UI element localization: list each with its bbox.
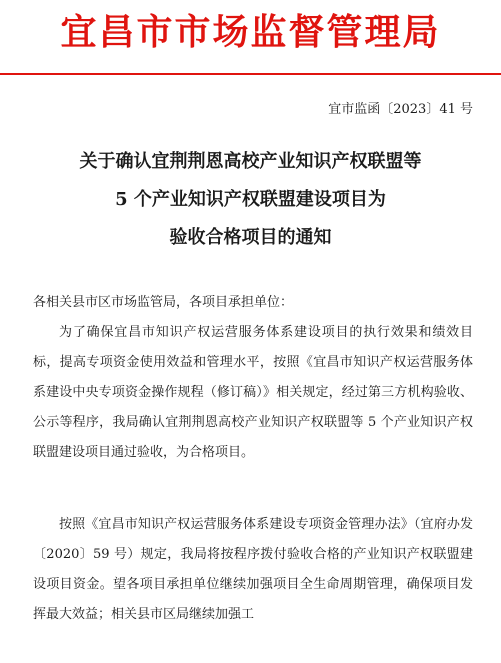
agency-masthead: 宜昌市市场监督管理局 — [60, 12, 441, 53]
salutation: 各相关县市区市场监管局，各项目承担单位： — [33, 295, 294, 310]
notice-title-line-1: 关于确认宜荆荆恩高校产业知识产权联盟等 — [79, 151, 422, 172]
notice-title-line-3: 验收合格项目的通知 — [169, 227, 332, 248]
body-paragraph-1: 为了确保宜昌市知识产权运营服务体系建设项目的执行效果和绩效目标，提高专项资金使用效益和管理水平，按照《宜昌市知识产权运营服务体系建设中央专项资金操作规程（修订稿）》相关规定，经过第三方机构验收、公示等程序，我局确认宜荆荆恩高校产业知识产权联盟等 5 个产业知识产权联盟建设项目通过验收，为合格项目。 — [33, 325, 473, 460]
body-paragraph-2: 按照《宜昌市知识产权运营服务体系建设专项资金管理办法》（宜府办发〔2020〕59 号）规定，我局将按程序拨付验收合格的产业知识产权联盟建设项目资金。望各项目承担单位继续加强项目全生命周期管理，确保项目发挥最大效益；相关县市区局继续加强工 — [33, 517, 473, 622]
notice-title-line-2: 5 个产业知识产权联盟建设项目为 — [115, 189, 386, 210]
document-number: 宜市监函〔2023〕41 号 — [328, 102, 473, 117]
masthead-red-rule — [0, 73, 501, 75]
